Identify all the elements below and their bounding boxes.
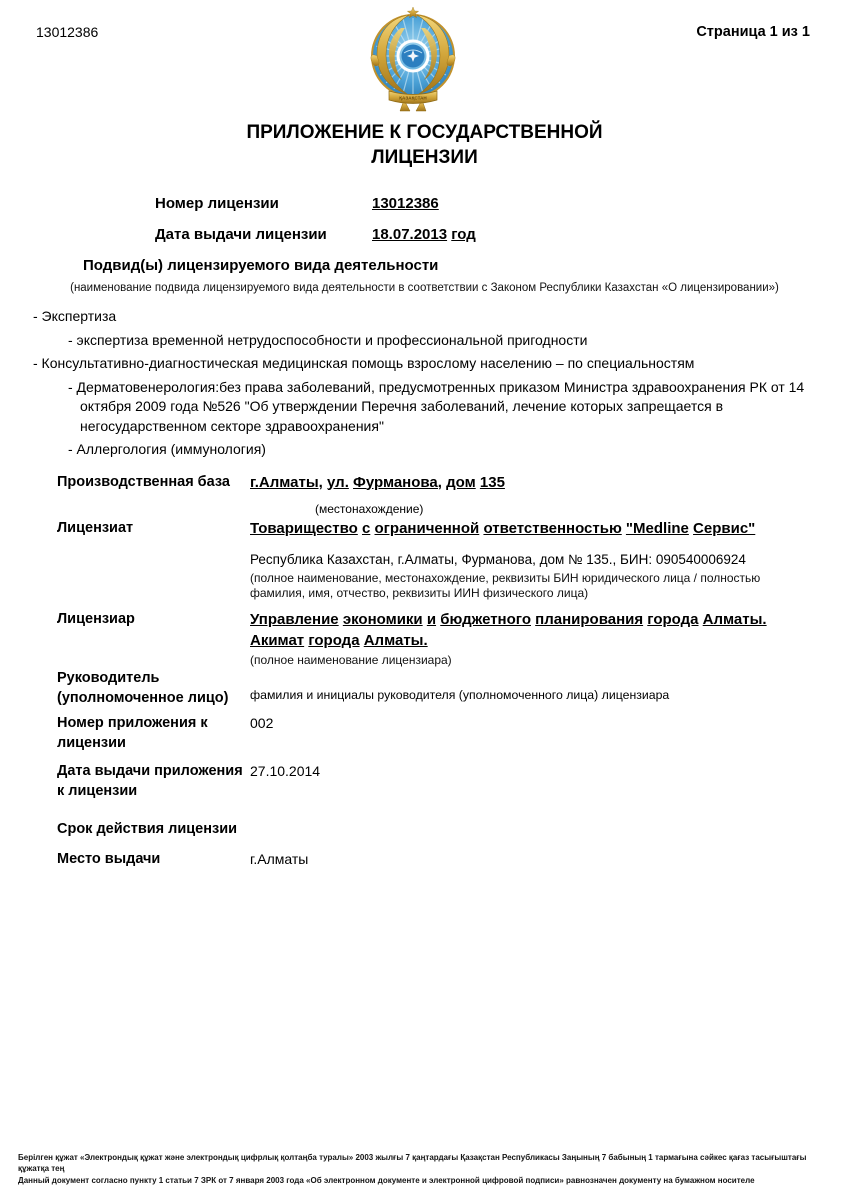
field-label: Производственная база <box>57 473 230 490</box>
field-validity <box>57 819 813 839</box>
field-value-cell <box>250 849 813 869</box>
list-item: - Аллергология (иммунология) <box>68 441 266 457</box>
license-date-label: Дата выдачи лицензии <box>155 226 327 243</box>
field-label: Номер приложения к лицензии <box>57 714 208 751</box>
field-label: Место выдачи <box>57 850 161 867</box>
document-number: 13012386 <box>36 24 99 40</box>
field-label: Дата выдачи приложения к лицензии <box>57 762 243 799</box>
title-line-1: ПРИЛОЖЕНИЕ К ГОСУДАРСТВЕННОЙ <box>246 122 603 143</box>
field-value-cell <box>250 713 813 753</box>
field-value-cell <box>250 518 813 601</box>
field-value-cell <box>250 668 813 708</box>
field-value-cell <box>250 472 813 516</box>
footer-line-russian: Данный документ согласно пункту 1 статьи 7 ЗРК от 7 января 2003 года «Об электронном документе и электронной цифровой подписи» равнозначен документу на бумажном носителе <box>18 1175 755 1185</box>
document-title <box>0 120 849 170</box>
head-value: фамилия и инициалы руководителя (уполномоченного лица) лицензиара <box>250 687 670 702</box>
details-section <box>57 472 813 869</box>
legal-footer <box>18 1152 837 1187</box>
license-number-value: 13012386 <box>372 195 439 212</box>
field-note: (местонахождение) <box>315 501 424 516</box>
list-item: - Консультативно-диагностическая медицинская помощь взрослому населению – по специальностям <box>33 355 695 371</box>
list-item: - Экспертиза <box>33 308 117 324</box>
licensee-value: Товарищество с ограниченной ответственностью "Medline Сервис" <box>250 519 756 537</box>
appendix-date-value: 27.10.2014 <box>250 762 321 779</box>
field-head <box>57 668 813 708</box>
field-value-cell <box>250 609 813 668</box>
field-value-cell <box>250 761 813 801</box>
issue-place-value: г.Алматы <box>250 850 309 867</box>
license-meta <box>155 195 849 244</box>
appendix-number-value: 002 <box>250 714 274 731</box>
license-number-label: Номер лицензии <box>155 195 279 212</box>
page-indicator: Страница 1 из 1 <box>696 24 810 40</box>
field-note: (полное наименование, местонахождение, реквизиты БИН юридического лица / полностью фамилия, имя, отчество, реквизиты ИИН физического лица) <box>250 570 761 600</box>
field-label: Руководитель (уполномоченное лицо) <box>57 669 229 706</box>
field-value-cell <box>250 819 813 839</box>
licensor-value: Управление экономики и бюджетного планирования города Алматы. Акимат города Алматы. <box>250 610 767 649</box>
field-licensor <box>57 609 813 668</box>
field-licensee <box>57 518 813 601</box>
emblem-banner-text: ҚАЗАҚСТАН <box>399 95 427 101</box>
title-line-2: ЛИЦЕНЗИИ <box>371 147 478 168</box>
subtypes-list <box>33 307 815 460</box>
license-date-value: 18.07.2013 год <box>372 226 476 243</box>
field-label: Лицензиар <box>57 610 135 627</box>
licensee-address: Республика Казахстан, г.Алматы, Фурманова, дом № 135., БИН: 090540006924 <box>250 551 746 567</box>
field-appendix-date <box>57 761 813 801</box>
kazakhstan-emblem-icon <box>367 6 459 112</box>
license-date-row <box>155 226 849 244</box>
subtypes-section <box>0 257 849 460</box>
field-label: Лицензиат <box>57 519 134 536</box>
list-item: - Дерматовенерология:без права заболеваний, предусмотренных приказом Министра здравоохранения РК от 14 октября 2009 года №526 "Об утверждении Перечня заболеваний, лечение которых запрещается в негосударственном секторе здравоохранения" <box>68 378 805 434</box>
footer-line-kazakh: Берілген құжат «Электрондық құжат және электрондық цифрлық қолтаңба туралы» 2003 жылғы 7 қаңтардағы Қазақстан Республикасы Заңының 7 бабының 1 тармағына сәйкес қағаз тасығыштағы құжатқа тең <box>18 1152 807 1173</box>
list-item: - экспертиза временной нетрудоспособности и профессиональной пригодности <box>68 331 588 348</box>
subtypes-heading: Подвид(ы) лицензируемого вида деятельности <box>83 257 439 274</box>
license-number-row <box>155 195 849 213</box>
field-appendix-number <box>57 713 813 753</box>
field-label: Срок действия лицензии <box>57 820 238 837</box>
field-note: (полное наименование лицензиара) <box>250 652 452 667</box>
production-base-value: г.Алматы, ул. Фурманова, дом 135 <box>250 473 505 491</box>
field-production-base <box>57 472 813 516</box>
subtypes-note: (наименование подвида лицензируемого вида деятельности в соответствии с Законом Республики Казахстан «О лицензировании») <box>70 282 779 294</box>
field-issue-place <box>57 849 813 869</box>
